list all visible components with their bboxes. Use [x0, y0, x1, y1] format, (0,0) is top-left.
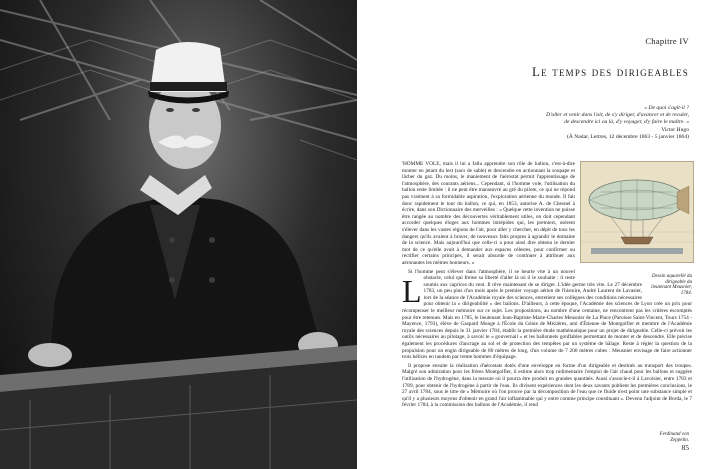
- article-body: [402, 161, 692, 411]
- page-number: 85: [681, 443, 689, 452]
- right-page: [369, 0, 711, 469]
- epigraph: [439, 105, 689, 141]
- paragraph: Si l'homme peut s'élever dans l'atmosphère, il se heurte vite à un nouvel obstacle, celui qui freine sa liberté d'aller là où il le souhaite : il reste soumis aux caprices du vent. Il rêve maintenant de se diriger. L'idée germe très vite. Le 27 décembre 1783, un peu plus d'un mois après le premier voyage aérien de l'histoire, André Laurent de Lavasier, lors de la séance de l'Académie royale des sciences, entretient ses collègues des conditions nécessaires pour obtenir la « dirigeabilité » des ballons. D'ailleurs, à cette époque, l'Académie des sciences de Lyon crée un prix pour récompenser le meilleur mémoire sur ce sujet. Les propositions, au nombre d'une centaine, ne rencontrent pas les critères escomptés pour être retenues. Mais en 1785, le lieutenant Jean-Baptiste-Marie-Charles Meusnier de La Place (Paroisse Saint-Vincent, Tours 1754 - Mayence, 1793), élève de Gaspard Monge à l'École du Génie de Mézières, ami d'Étienne de Montgolfier et membre de l'Académie royale des sciences depuis le 31 janvier 1784, établit la première étude mathématique pour un projet de dirigeable. Celle-ci prévoit les outils nécessaires au pilotage, à savoir le « gouvernail » et les ballonnets gonflables permettant de monter et de descendre. Elle précise également les procédures d'ancrage au sol et de protection des tempêtes par un système de hâlage. Reste à régler la question de la propulsion pour un engin dirigeable de 80 mètres de long, d'un volume de 7 200 mètres cubes : Meusnier envisage de faire actionner trois hélices en tandem par trente hommes d'équipage.: [402, 268, 692, 361]
- epigraph-source: (À Nadar, Lettres, 12 décembre 1863 - 5 janvier 1864): [566, 133, 689, 140]
- paragraph: Il propose ensuite la réalisation d'aérostats dotés d'une enveloppe en forme d'un dirigeable et destinés au transport des troupes. Malgré son admiration pour les frères Montgolfier, il estime alors trop rudimentaire l'emploi de l'air chaud pour les ballons et suggère l'utilisation de l'hydrogène, dans la mesure où il pourra être produit en grandes quantités. Aussi s'associe-t-il à Lavoisier, entre 1783 et 1789, pour obtenir de l'hydrogène à partir de l'eau. Ils divisent expériences dont les deux savants publient les premières conclusions, le 27 avril 1784, sous le titre de « Mémoire où l'on prouve par la décomposition de l'eau que ce fluide n'est point une substance simple et qu'il y a plusieurs moyens d'obtenir en grand l'air inflammable qui y entre comme principe constituant ». Devenu l'adjoint de Borda, le 7 février 1784, à la commission des ballons de l'Académie, il rend: [402, 362, 692, 409]
- epigraph-line: de descendre ici ou là, d'y voyager, d'y faire le maître. »: [564, 119, 689, 126]
- paragraph-text: 'HOMME VOLE, mais il lui a fallu apprendre son rôle de ludion, c'est-à-dire monter en jetant du lest (sacs de sable) et descendre en actionnant la soupape et lâcher du gaz. Du moins, le maniement de l'aérostat permit l'apprentissage de l'atmosphère, des courants aériens... Cependant, si l'homme vole, l'utilisation du ballon reste limitée : il ne peut être manœuvré au gré du pilote, ce qui ne répond pas vraiment à sa formidable aspiration, l'exploration aérienne du monde. Il fait donc rapidement le tour du ballon, ce qui, en 1853, autorise A. de Chesnel à écrire, dans son Dictionnaire des merveilles : « Quelque cette invention ne puisse être rangée au nombre des découvertes véritablement utiles, on doit cependant accorder quelques éloges aux hommes intrépides qui, les premiers, osèrent s'élever dans les vastes régions de l'air, pour aller y chercher, en dépit de tous les dangers qu'ils avaient à braver, de nouveaux faits propres à agrandir le domaine de la science. Mais aujourd'hui que celle-ci a pour ainsi dire obtenu le dernier mot de ce qu'elle avait à demander aux espaces célestes, pour confirmer ou rectifier certains principes, il serait absurde de continuer à attribuer aux aéronautes les mêmes honneurs. »: [402, 161, 575, 266]
- drop-cap: L: [402, 273, 422, 309]
- side-caption: Ferdinand von Zeppelin.: [659, 432, 689, 443]
- epigraph-line: D'aller et venir dans l'air, de s'y diriger, d'avancer et de reculer,: [546, 112, 689, 119]
- epigraph-line: « De quoi s'agit-il ?: [644, 105, 689, 111]
- airship-figure: [580, 161, 692, 273]
- epigraph-author: Victor Hugo: [661, 126, 689, 133]
- chapter-label: Chapitre IV: [645, 36, 689, 46]
- airship-drawing: [581, 162, 693, 262]
- chapter-title: Le temps des dirigeables: [532, 64, 689, 79]
- figure-caption: Dessin aquarellé du dirigeable du lieutenant Meusnier, 1784.: [651, 274, 692, 296]
